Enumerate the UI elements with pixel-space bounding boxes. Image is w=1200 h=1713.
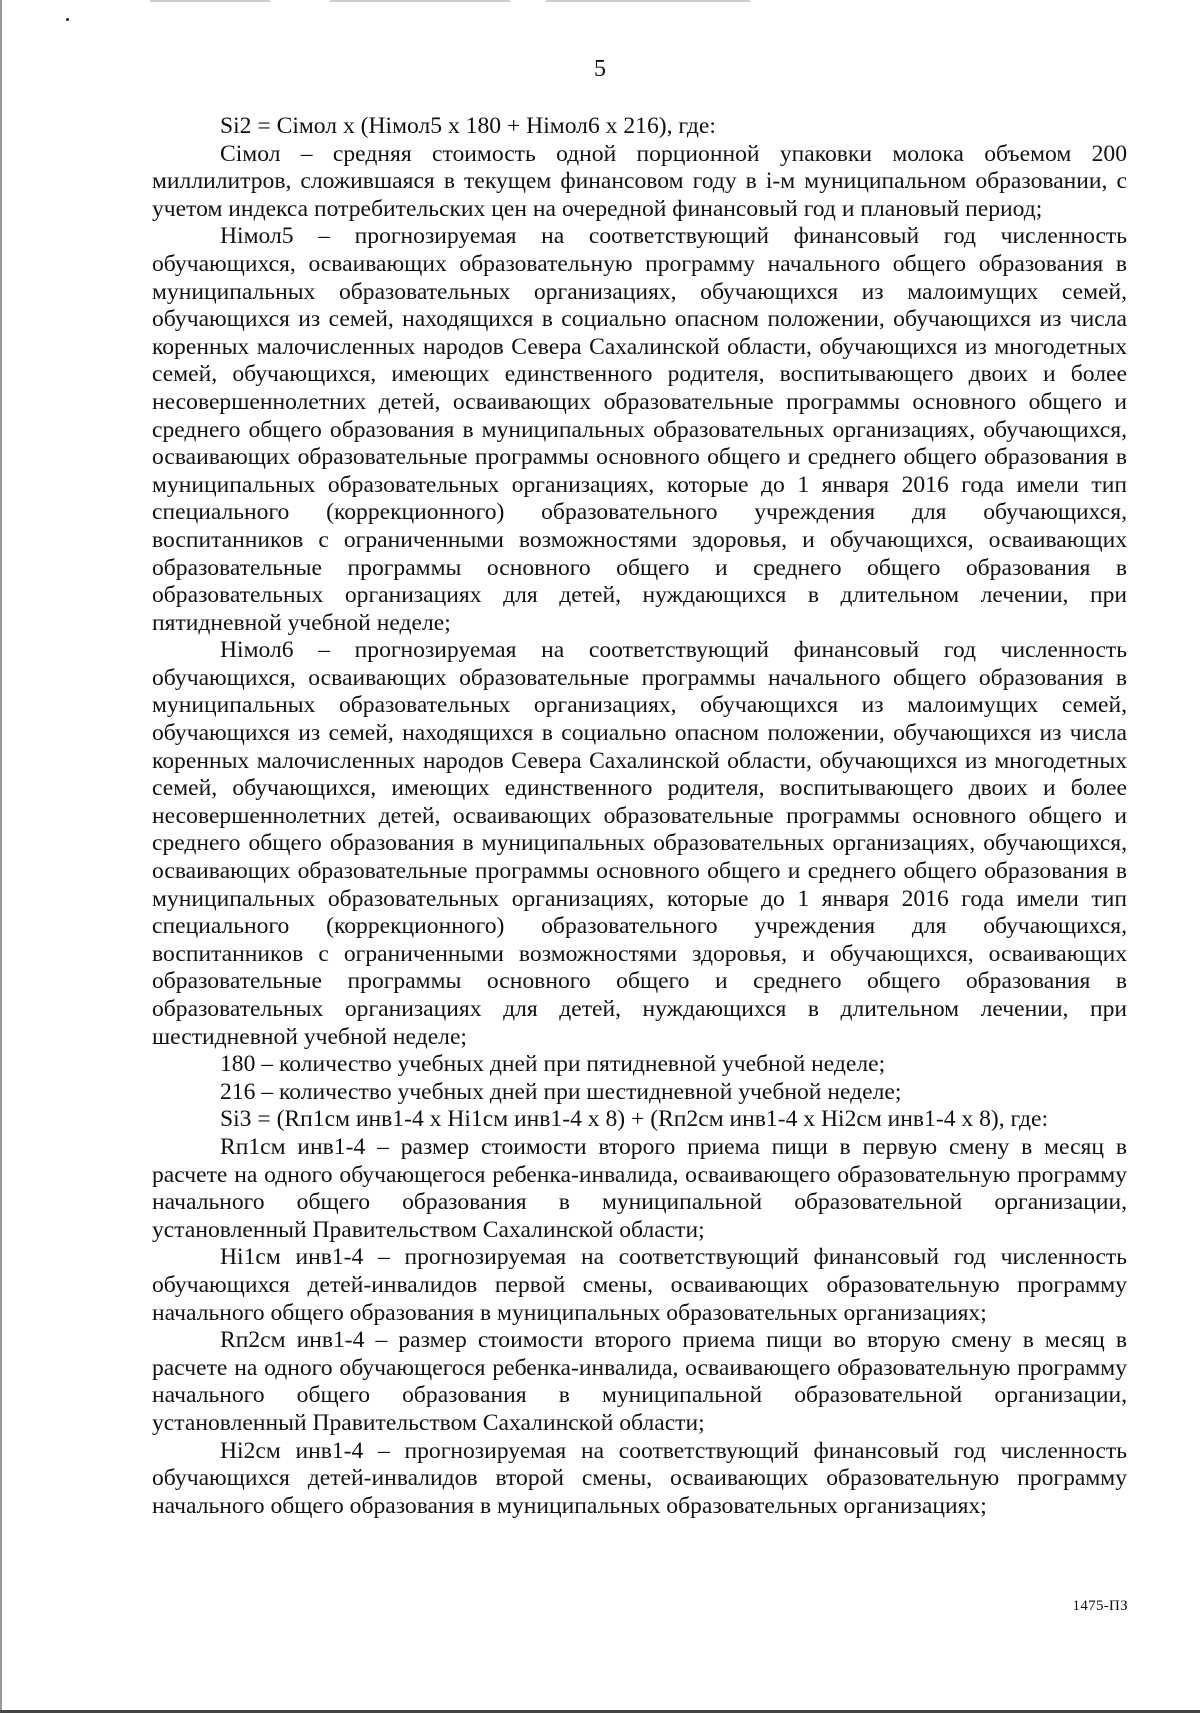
formula-si3: Si3 = (Rп1см инв1-4 х Нi1см инв1-4 х 8) + (Rп2см инв1-4 х Нi2см инв1-4 х 8), где: [220, 1106, 1049, 1133]
scan-left-edge [0, 0, 2, 1713]
definition-paragraph: Нi1см инв1-4 – прогнозируемая на соответствующий финансовый год численность обучающихся детей-инвалидов первой смены, осваивающих образовательную программу начального общего образования в муниципальных образовательных организациях; [152, 1244, 1127, 1326]
definition-paragraph: 180 – количество учебных дней при пятидневной учебной неделе; [220, 1051, 886, 1078]
definition-paragraph: Нiмол6 – прогнозируемая на соответствующий финансовый год численность обучающихся, осваивающих образовательные программы начального общего образования в муниципальных образовательных организациях, обучающихся из малоимущих семей, обучающихся из семей, находящихся в социально опасном положении, обучающихся из числа коренных малочисленных народов Севера Сахалинской области, обучающихся из многодетных семей, обучающихся, имеющих единственного родителя, воспитывающего двоих и более несовершеннолетних детей, осваивающих образовательные программы основного общего и среднего общего образования в муниципальных образовательных организациях, обучающихся, осваивающих образовательные программы основного общего и среднего общего образования в муниципальных образовательных организациях, которые до 1 января 2016 года имели тип специального (коррекционного) образовательного учреждения для обучающихся, воспитанников с ограниченными возможностями здоровья, и обучающихся, осваивающих образовательные программы основного общего и среднего общего образования в образовательных организациях для детей, нуждающихся в длительном лечении, при шестидневной учебной неделе; [152, 637, 1127, 1050]
definition-paragraph: Rп2см инв1-4 – размер стоимости второго приема пищи во вторую смену в месяц в расчете на одного обучающегося ребенка-инвалида, осваивающего образовательную программу начального общего образования в муниципальной образовательной организации, установленный Правительством Сахалинской области; [152, 1327, 1127, 1436]
definition-paragraph: 216 – количество учебных дней при шестидневной учебной неделе; [220, 1078, 902, 1105]
definition-paragraph: Нi2см инв1-4 – прогнозируемая на соответствующий финансовый год численность обучающихся детей-инвалидов второй смены, осваивающих образовательную программу начального общего образования в муниципальных образовательных организациях; [152, 1437, 1127, 1519]
scan-top-edge [150, 0, 750, 2]
definition-paragraph: Нiмол5 – прогнозируемая на соответствующий финансовый год численность обучающихся, осваивающих образовательную программу начального общего образования в муниципальных образовательных организациях, обучающихся из малоимущих семей, обучающихся из семей, находящихся в социально опасном положении, обучающихся из числа коренных малочисленных народов Севера Сахалинской области, обучающихся из многодетных семей, обучающихся, имеющих единственного родителя, воспитывающего двоих и более несовершеннолетних детей, осваивающих образовательные программы основного общего и среднего общего образования в муниципальных образовательных организациях, обучающихся, осваивающих образовательные программы основного общего и среднего общего образования в муниципальных образовательных организациях, которые до 1 января 2016 года имели тип специального (коррекционного) образовательного учреждения для обучающихся, воспитанников с ограниченными возможностями здоровья, и обучающихся, осваивающих образовательные программы основного общего и среднего общего образования в образовательных организациях для детей, нуждающихся в длительном лечении, при пятидневной учебной неделе; [152, 223, 1127, 636]
document-code: 1475-ПЗ [1072, 1598, 1128, 1614]
body-text [152, 113, 1127, 1520]
definition-paragraph: Сiмол – средняя стоимость одной порционной упаковки молока объемом 200 миллилитров, сложившаяся в текущем финансовом году в i-м муниципальном образовании, с учетом индекса потребительских цен на очередной финансовый год и плановый период; [152, 140, 1127, 222]
scan-speck [66, 18, 69, 21]
page-number: 5 [594, 56, 606, 82]
definition-paragraph: Rп1см инв1-4 – размер стоимости второго приема пищи в первую смену в месяц в расчете на одного обучающегося ребенка-инвалида, осваивающего образовательную программу начального общего образования в муниципальной образовательной организации, установленный Правительством Сахалинской области; [152, 1133, 1127, 1243]
formula-si2: Si2 = Сiмол х (Нiмол5 х 180 + Нiмол6 х 216), где: [220, 113, 716, 139]
